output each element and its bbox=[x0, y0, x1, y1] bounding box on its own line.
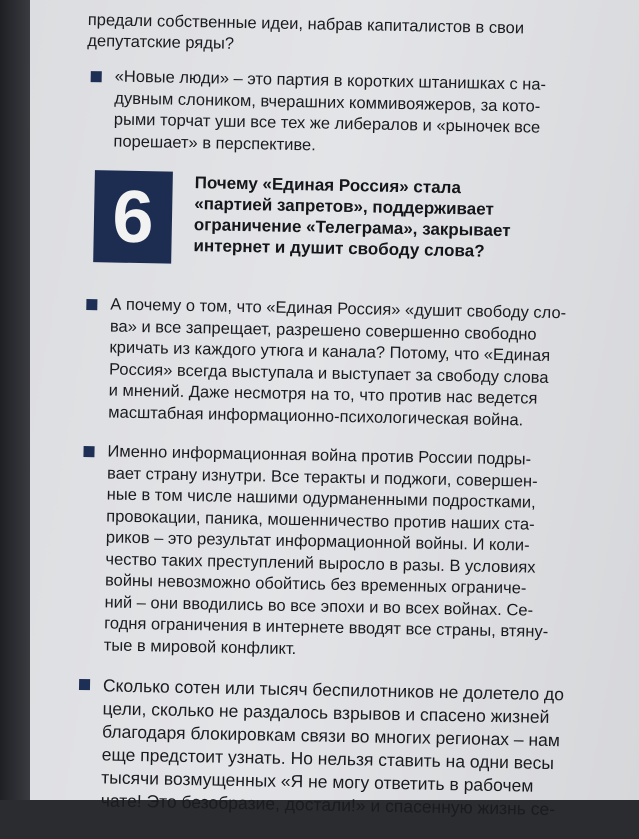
top-paragraph bbox=[87, 10, 588, 62]
text-line: порешает» в перспективе. bbox=[113, 132, 316, 154]
text-line: «Новые люди» – это партия в коротких штанишках с на- bbox=[114, 67, 547, 94]
text-line: тысячи возмущенных «Я не могу ответить в рабочем bbox=[101, 767, 534, 796]
text-line: А почему о том, что «Единая Россия» «душит свободу сло- bbox=[110, 295, 567, 323]
bullet-paragraph-info-war bbox=[76, 441, 580, 666]
section-title bbox=[193, 172, 575, 263]
heading-line: ограничение «Телеграма», закрывает bbox=[193, 215, 511, 241]
book-page bbox=[30, 0, 639, 820]
heading-line: Почему «Единая Россия» стала bbox=[194, 173, 462, 198]
text-line: благодаря блокировкам связи во многих регионах – нам bbox=[101, 721, 561, 751]
text-line: рыми торчат уши все тех же либералов и «рыночек все bbox=[113, 110, 541, 137]
text-line: и мнений. Даже несмотря на то, что против нас ведется bbox=[108, 381, 538, 408]
text-line: годня ограничения в интернете вводят все страны, втяну- bbox=[104, 614, 549, 641]
text-line: Именно информационная война против России подры- bbox=[107, 442, 532, 469]
text-line: предали собственные идеи, набрав капиталистов в свои bbox=[87, 10, 525, 38]
bullet-paragraph-new-people bbox=[85, 66, 587, 162]
text-line: кричать из каждого утюга и канала? Потому, что «Единая bbox=[109, 338, 551, 365]
square-bullet-icon bbox=[91, 71, 102, 82]
text-line: ные в том числе нашими одурманенными подростками, bbox=[106, 485, 536, 512]
text-line: депутатские ряды? bbox=[87, 31, 235, 53]
text-line: тые в мировой конфликт. bbox=[103, 635, 297, 658]
bullet-paragraph-free-speech bbox=[80, 294, 582, 433]
page-content bbox=[72, 10, 588, 839]
heading-line: интернет и душит свободу слова? bbox=[193, 236, 485, 261]
book-spine-shadow bbox=[0, 0, 30, 800]
text-line: ва» и все запрещает, разрешено совершенно свободно bbox=[109, 316, 537, 344]
text-line: еще предстоит узнать. Но нельзя ставить на одни весы bbox=[101, 744, 555, 774]
text-line: войны невозможно обойтись без временных ограниче- bbox=[104, 571, 527, 598]
section-heading bbox=[83, 170, 585, 280]
bullet-paragraph-drones bbox=[73, 674, 576, 822]
square-bullet-icon bbox=[86, 299, 97, 310]
text-line: чество таких преступлений выросло в разы. В условиях bbox=[105, 549, 536, 577]
text-line: провокации, паника, мошенничество против наших ста- bbox=[106, 506, 535, 534]
text-line: дувным слоником, вчерашних коммивояжеров, за кото- bbox=[114, 89, 541, 116]
section-number-box: 6 bbox=[93, 170, 173, 263]
text-line: цели, сколько не раздалось взрывов и спасено жизней bbox=[102, 698, 550, 727]
text-line: масштабная информационно-психологическая война. bbox=[108, 402, 524, 429]
square-bullet-icon bbox=[79, 679, 90, 690]
text-line: ний – они вводились во все эпохи и во всех войнах. Се- bbox=[104, 592, 534, 620]
text-line: Россия» всегда выступала и выступает за свободу слова bbox=[108, 359, 549, 387]
text-line: вает страну изнутри. Все теракты и поджоги, совершен- bbox=[106, 463, 538, 491]
text-line: чате! Это безобразие, достали!» и спасенную жизнь се- bbox=[100, 790, 556, 820]
heading-line: «партией запретов», поддерживает bbox=[194, 194, 494, 219]
text-line: Сколько сотен или тысяч беспилотников не долетело до bbox=[102, 675, 565, 705]
text-line: риков – это результат информационной войны. И коли- bbox=[105, 528, 530, 555]
square-bullet-icon bbox=[83, 446, 94, 457]
